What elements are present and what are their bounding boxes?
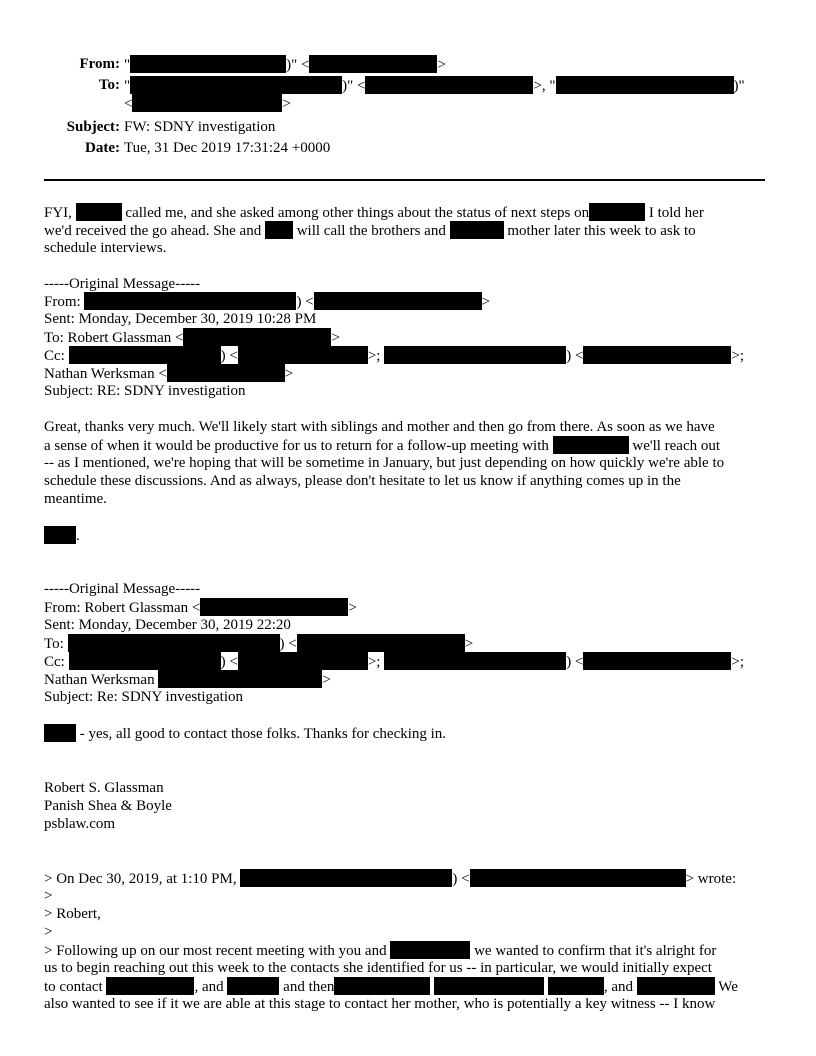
redaction — [265, 221, 293, 239]
text: called me, and she asked among other things about the status of next steps on — [125, 205, 590, 221]
orig-marker: -----Original Message----- — [44, 581, 201, 597]
redaction — [556, 76, 734, 94]
text: > — [348, 600, 357, 616]
text: >; — [731, 348, 745, 364]
redaction — [76, 203, 122, 221]
subject-label: Subject: — [66, 119, 120, 135]
quoted-line: > Robert, — [44, 906, 101, 922]
orig-cc — [44, 652, 744, 671]
bracket: > — [282, 96, 291, 112]
text: >; — [731, 654, 745, 670]
date-value: Tue, 31 Dec 2019 17:31:24 +0000 — [124, 140, 331, 156]
text: > — [481, 294, 491, 310]
redaction — [334, 977, 430, 995]
text: We — [718, 979, 738, 995]
quoted-line — [44, 977, 738, 996]
text: to contact — [44, 979, 103, 995]
text: > wrote: — [685, 871, 737, 887]
body-line: schedule these discussions. And as always, please don't hesitate to let us know if anything comes up in the — [44, 473, 681, 489]
body-line: schedule interviews. — [44, 240, 167, 256]
redaction — [470, 869, 686, 887]
text: , and — [194, 979, 224, 995]
text: To: Robert Glassman < — [44, 330, 184, 346]
redaction — [583, 346, 731, 364]
reply-line — [44, 724, 446, 743]
redaction — [130, 76, 342, 94]
redaction — [434, 977, 544, 995]
to-label: To: — [98, 77, 120, 93]
bracket: < — [124, 96, 133, 112]
redaction — [365, 76, 533, 94]
text: and then — [283, 979, 335, 995]
redaction — [384, 652, 566, 670]
date-label: Date: — [85, 140, 120, 156]
redaction — [238, 346, 368, 364]
to-value — [124, 76, 745, 95]
quoted-line: us to begin reaching out this week to the contacts she identified for us -- in particular, we would initially expect — [44, 960, 712, 976]
text: FYI, — [44, 205, 72, 221]
orig-to — [44, 634, 473, 653]
orig-from — [44, 598, 357, 617]
orig-subject: Subject: Re: SDNY investigation — [44, 689, 244, 705]
text: ) < — [566, 348, 584, 364]
orig-marker: -----Original Message----- — [44, 276, 201, 292]
quoted-line: > — [44, 924, 53, 940]
text: we'll reach out — [632, 438, 721, 454]
text: Cc: — [44, 654, 65, 670]
body-line: -- as I mentioned, we're hoping that will be sometime in January, but just depending on how quickly we're able to — [44, 455, 725, 471]
text: Nathan Werksman — [44, 672, 155, 688]
body-line: meantime. — [44, 491, 107, 507]
text: > — [284, 366, 294, 382]
redaction — [309, 55, 437, 73]
quote: " — [124, 78, 131, 94]
redaction — [637, 977, 715, 995]
text: >; — [367, 348, 381, 364]
text: ) < — [452, 871, 470, 887]
bracket: > — [437, 57, 446, 73]
orig-nathan — [44, 364, 293, 383]
redaction — [132, 94, 282, 112]
orig-cc — [44, 346, 744, 365]
text: ) < — [566, 654, 584, 670]
text: To: — [44, 636, 64, 652]
redaction — [68, 634, 280, 652]
text: > — [464, 636, 474, 652]
body-line — [44, 221, 696, 240]
bracket: >, " — [533, 78, 556, 94]
quoted-line — [44, 869, 736, 888]
body-line — [44, 436, 720, 455]
text: , and — [603, 979, 634, 995]
redaction — [84, 292, 296, 310]
text: From: — [44, 294, 81, 310]
text: From: Robert Glassman < — [44, 600, 201, 616]
redaction — [183, 328, 331, 346]
redaction — [583, 652, 731, 670]
signature-name: Robert S. Glassman — [44, 780, 164, 796]
redaction — [450, 221, 504, 239]
redaction — [200, 598, 348, 616]
quoted-line: > — [44, 888, 53, 904]
signature-site: psblaw.com — [44, 816, 116, 832]
signoff — [44, 526, 80, 545]
body-line — [44, 203, 704, 222]
quote: )" — [733, 78, 745, 94]
redaction — [240, 869, 452, 887]
text: > — [331, 330, 340, 346]
divider — [44, 179, 765, 181]
orig-subject: Subject: RE: SDNY investigation — [44, 383, 246, 399]
text: > — [322, 672, 331, 688]
redaction — [548, 977, 604, 995]
text: >; — [367, 654, 381, 670]
from-label: From: — [79, 56, 120, 72]
redaction — [390, 941, 470, 959]
text: ) < — [220, 654, 238, 670]
text: . — [76, 528, 80, 544]
from-value — [124, 55, 446, 74]
text: will call the brothers and — [296, 223, 446, 239]
redaction — [553, 436, 629, 454]
text: ) < — [296, 294, 314, 310]
text: ) < — [220, 348, 238, 364]
redaction — [130, 55, 286, 73]
redaction — [314, 292, 482, 310]
text: - yes, all good to contact those folks. Thanks for checking in. — [79, 726, 447, 742]
orig-to — [44, 328, 340, 347]
text: I told her — [648, 205, 704, 221]
orig-sent: Sent: Monday, December 30, 2019 22:20 — [44, 617, 291, 633]
text: > On Dec 30, 2019, at 1:10 PM, — [44, 871, 237, 887]
body-line: Great, thanks very much. We'll likely start with siblings and mother and then go from there. As soon as we have — [44, 419, 715, 435]
redaction — [69, 652, 221, 670]
quoted-line — [44, 941, 716, 960]
quoted-line: also wanted to see if it we are able at this stage to contact her mother, who is potentially a key witness -- I know — [44, 996, 716, 1012]
signature-firm: Panish Shea & Boyle — [44, 798, 172, 814]
redaction — [238, 652, 368, 670]
orig-from — [44, 292, 490, 311]
text: Nathan Werksman < — [44, 366, 167, 382]
orig-nathan — [44, 670, 331, 689]
orig-sent: Sent: Monday, December 30, 2019 10:28 PM — [44, 311, 317, 327]
text: we'd received the go ahead. She and — [44, 223, 262, 239]
quote: " — [124, 57, 131, 73]
to-value-cont — [124, 94, 291, 113]
text: we wanted to confirm that it's alright for — [474, 943, 717, 959]
bracket: )" < — [342, 78, 366, 94]
text: > Following up on our most recent meeting with you and — [44, 943, 387, 959]
redaction — [297, 634, 465, 652]
text: a sense of when it would be productive for us to return for a follow-up meeting with — [44, 438, 549, 454]
text: ) < — [279, 636, 297, 652]
redaction — [44, 724, 76, 742]
redaction — [384, 346, 566, 364]
redaction — [106, 977, 194, 995]
redaction — [227, 977, 279, 995]
bracket: )" < — [286, 57, 310, 73]
subject-value: FW: SDNY investigation — [124, 119, 276, 135]
text: mother later this week to ask to — [507, 223, 696, 239]
redaction — [158, 670, 322, 688]
redaction — [69, 346, 221, 364]
redaction — [44, 526, 76, 544]
text: Cc: — [44, 348, 65, 364]
redaction — [167, 364, 285, 382]
redaction — [589, 203, 645, 221]
